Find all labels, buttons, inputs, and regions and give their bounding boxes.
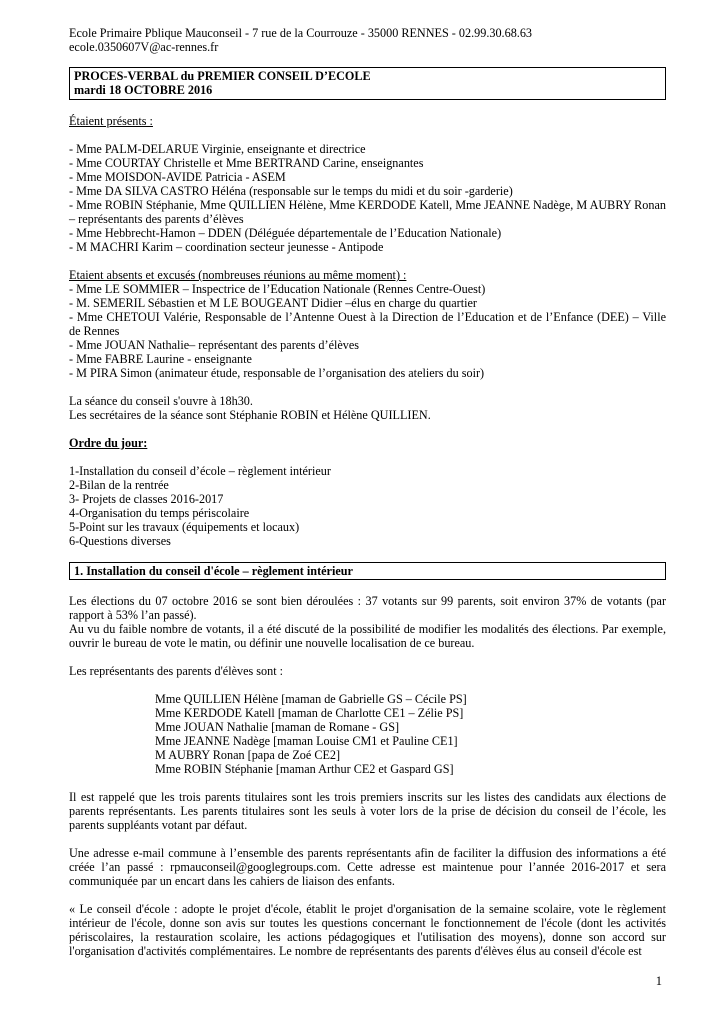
list-item: - Mme PALM-DELARUE Virginie, enseignante et directrice <box>69 142 366 156</box>
elections-paragraph: Les élections du 07 octobre 2016 se sont bien déroulées : 37 votants sur 99 parents, soit environ 37% de votants (par rapport à 53% l’an passé). <box>69 594 666 622</box>
list-item: M AUBRY Ronan [papa de Zoé CE2] <box>155 748 341 762</box>
list-item: Mme QUILLIEN Hélène [maman de Gabrielle GS – Cécile PS] <box>155 692 467 706</box>
email-paragraph: Une adresse e-mail commune à l’ensemble des parents représentants afin de faciliter la diffusion des informations a été créée l’an passé : rpmauconseil@googlegroups.com. Cette adresse est maintenue pour l’année 2016-2017 et sera communiquée par un encart dans les cahiers de liaison des enfants. <box>69 846 666 888</box>
list-item: Mme ROBIN Stéphanie [maman Arthur CE2 et Gaspard GS] <box>155 762 454 776</box>
section-1-heading: 1. Installation du conseil d'école – règlement intérieur <box>69 562 666 580</box>
page-number: 1 <box>655 974 662 988</box>
agenda-heading: Ordre du jour: <box>69 436 148 450</box>
presents-list <box>69 142 666 254</box>
list-item: 6-Questions diverses <box>69 534 171 548</box>
absents-heading: Etaient absents et excusés (nombreuses réunions au même moment) : <box>69 268 407 282</box>
title-line-1: PROCES-VERBAL du PREMIER CONSEIL D’ECOLE <box>74 69 371 83</box>
list-item: 4-Organisation du temps périscolaire <box>69 506 250 520</box>
reps-list <box>69 692 666 776</box>
opening-line: La séance du conseil s'ouvre à 18h30. <box>69 394 253 408</box>
list-item: - Mme ROBIN Stéphanie, Mme QUILLIEN Hélène, Mme KERDODE Katell, Mme JEANNE Nadège, M AUBRY Ronan – représentants des parents d’élèves <box>69 198 666 226</box>
reps-intro: Les représentants des parents d'élèves sont : <box>69 664 284 678</box>
list-item: - Mme Hebbrecht-Hamon – DDEN (Déléguée départementale de l’Education Nationale) <box>69 226 502 240</box>
title-date: mardi 18 OCTOBRE 2016 <box>74 83 213 97</box>
document-page <box>69 26 666 958</box>
secretaries-line: Les secrétaires de la séance sont Stéphanie ROBIN et Hélène QUILLIEN. <box>69 408 431 422</box>
list-item: - Mme COURTAY Christelle et Mme BERTRAND Carine, enseignantes <box>69 156 424 170</box>
list-item: - Mme FABRE Laurine - enseignante <box>69 352 252 366</box>
list-item: - M. SEMERIL Sébastien et M LE BOUGEANT Didier –élus en charge du quartier <box>69 296 477 310</box>
agenda-list <box>69 464 666 548</box>
list-item: Mme KERDODE Katell [maman de Charlotte CE1 – Zélie PS] <box>155 706 464 720</box>
school-address: Ecole Primaire Pblique Mauconseil - 7 rue de la Courrouze - 35000 RENNES - 02.99.30.68.63 <box>69 26 533 40</box>
list-item: - Mme DA SILVA CASTRO Héléna (responsable sur le temps du midi et du soir -garderie) <box>69 184 513 198</box>
presents-heading: Étaient présents : <box>69 114 153 128</box>
list-item: - Mme LE SOMMIER – Inspectrice de l’Education Nationale (Rennes Centre-Ouest) <box>69 282 486 296</box>
list-item: Mme JOUAN Nathalie [maman de Romane - GS] <box>155 720 400 734</box>
list-item: - Mme JOUAN Nathalie– représentant des parents d’élèves <box>69 338 360 352</box>
school-email: ecole.0350607V@ac-rennes.fr <box>69 40 219 54</box>
list-item: - M PIRA Simon (animateur étude, responsable de l’organisation des ateliers du soir) <box>69 366 485 380</box>
list-item: 1-Installation du conseil d’école – règlement intérieur <box>69 464 331 478</box>
list-item: 5-Point sur les travaux (équipements et locaux) <box>69 520 300 534</box>
list-item: Mme JEANNE Nadège [maman Louise CM1 et Pauline CE1] <box>155 734 458 748</box>
list-item: - M MACHRI Karim – coordination secteur jeunesse - Antipode <box>69 240 384 254</box>
list-item: - Mme CHETOUI Valérie, Responsable de l’Antenne Ouest à la Direction de l’Education et de l’Enfance (DEE) – Ville de Rennes <box>69 310 666 338</box>
list-item: 2-Bilan de la rentrée <box>69 478 169 492</box>
title-box <box>69 67 666 100</box>
titulaires-paragraph: Il est rappelé que les trois parents titulaires sont les trois premiers inscrits sur les listes des candidats aux élections de parents représentants. Les parents titulaires sont les seuls à voter lors de la prise de décision du conseil de l’école, les parents suppléants votant par défaut. <box>69 790 666 832</box>
conseil-paragraph: « Le conseil d'école : adopte le projet d'école, établit le projet d'organisation de la semaine scolaire, vote le règlement intérieur de l'école, donne son avis sur toutes les questions concernant le fonctionnement de l'école (dont les activités périscolaires, la restauration scolaire, les actions pédagogiques et l'utilisation des moyens), donne son accord sur l'organisation d'activités complémentaires. Le nombre de représentants des parents d'élèves élus au conseil d'école est <box>69 902 666 958</box>
list-item: - Mme MOISDON-AVIDE Patricia - ASEM <box>69 170 286 184</box>
list-item: 3- Projets de classes 2016-2017 <box>69 492 224 506</box>
absents-list <box>69 282 666 380</box>
voting-paragraph: Au vu du faible nombre de votants, il a été discuté de la possibilité de modifier les modalités des élections. Par exemple, ouvrir le bureau de vote le matin, ou définir une nouvelle localisation de ce bureau. <box>69 622 666 650</box>
